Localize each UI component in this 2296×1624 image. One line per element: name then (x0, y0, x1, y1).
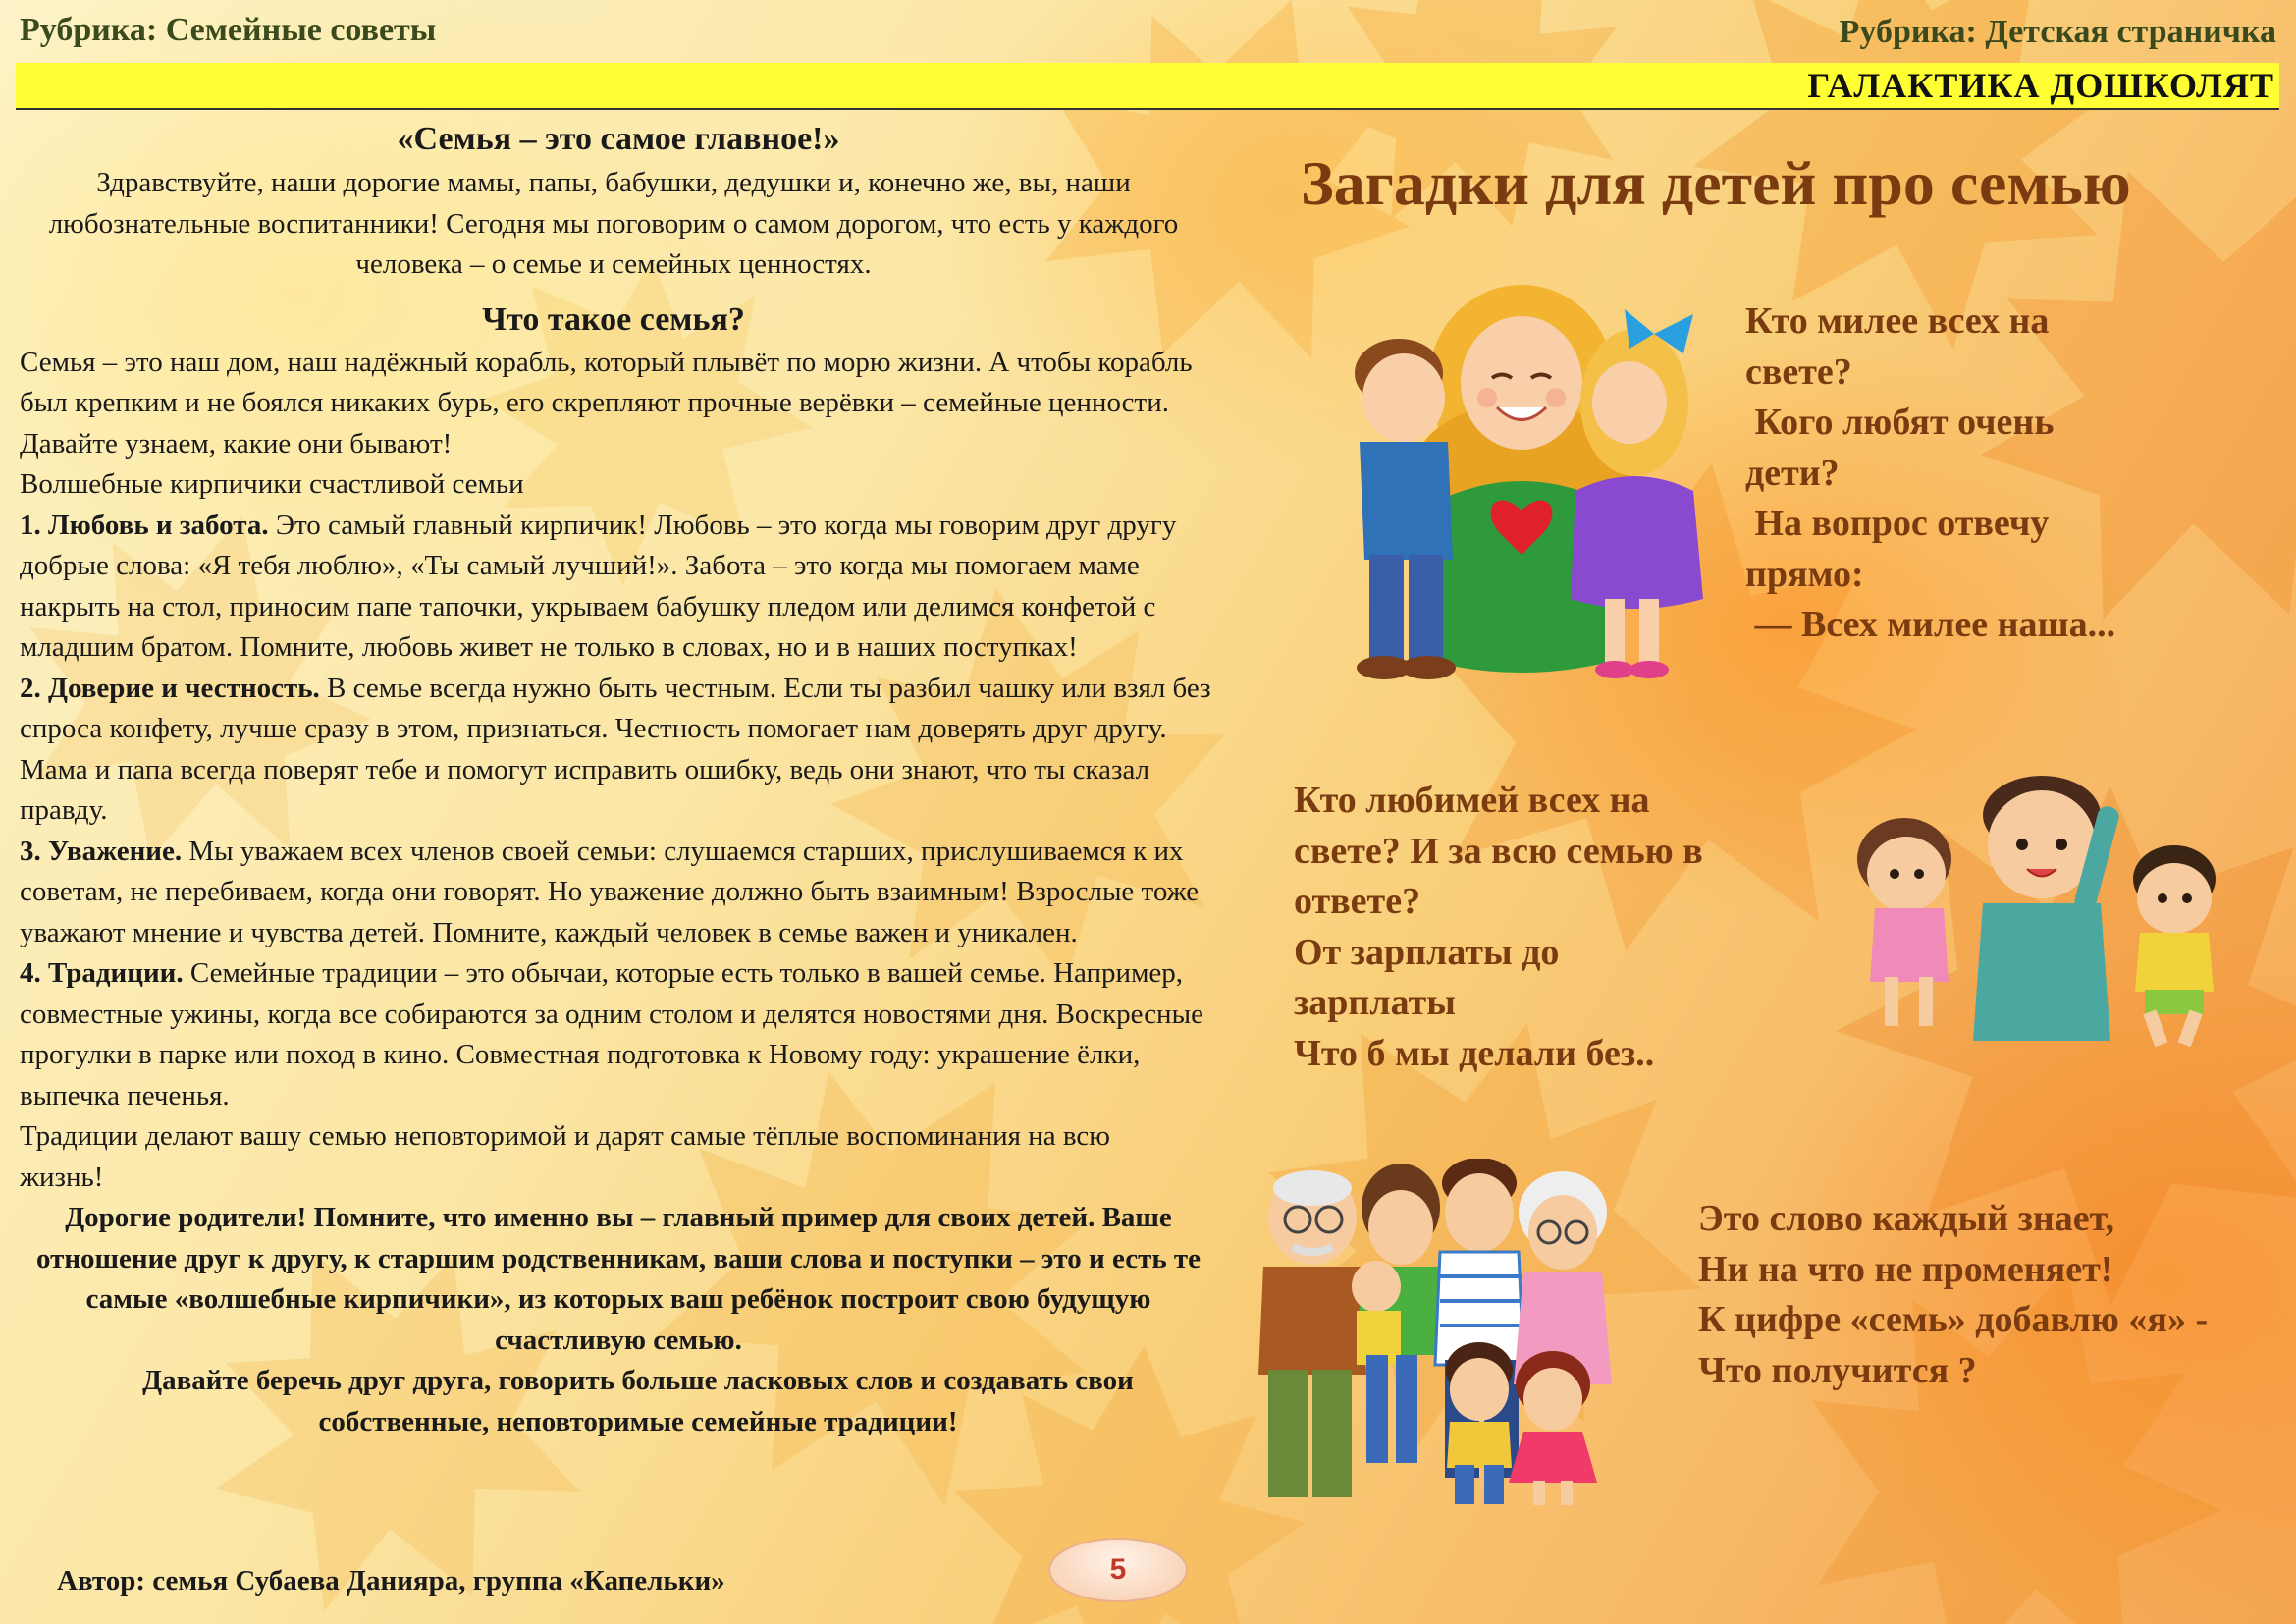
big-family-illustration (1239, 1159, 1671, 1512)
article-closing-2: Давайте беречь друг друга, говорить больше ласковых слов и создавать свои собственные, неповторимые семейные традиции! (142, 1365, 1134, 1437)
father-with-children-illustration (1836, 766, 2248, 1060)
article-list-item (20, 953, 1217, 1116)
riddle-mother: Кто милее всех на свете? Кого любят очень дети? На вопрос отвечу прямо: — Всех милее наша... (1745, 300, 2116, 645)
header-rubric-right: Рубрика: Детская страничка (1839, 14, 2276, 50)
article-list-item (20, 506, 1217, 669)
article-paragraph-1: Семья – это наш дом, наш надёжный корабль, который плывёт по морю жизни. А чтобы корабль был крепким и не боялся никаких бурь, его скрепляют прочные верёвки – семейные ценности. Давайте узнаем, какие они бывают! (20, 346, 1193, 460)
list-item-label: 2. Доверие и честность. (20, 672, 320, 704)
page-number-badge: 5 (1048, 1538, 1188, 1602)
riddle-family: Это слово каждый знает, Ни на что не променяет! К цифре «семь» добавлю «я» - Что получится ? (1698, 1198, 2209, 1391)
article-closing-1: Дорогие родители! Помните, что именно вы – главный пример для своих детей. Ваше отношение друг к другу, к старшим родственникам, ваши слова и поступки – это и есть те самые «волшебные кирпичики», из которых ваш ребёнок построит свою будущую счастливую семью. (35, 1202, 1201, 1356)
article-subtitle: Что такое семья? (482, 300, 745, 338)
article-column (20, 120, 1217, 1442)
header-banner-title: ГАЛАКТИКА ДОШКОЛЯТ (1807, 66, 2274, 105)
article-list-item (20, 832, 1217, 954)
list-item-label: 1. Любовь и забота. (20, 509, 269, 541)
list-item-text: Это самый главный кирпичик! Любовь – это когда мы говорим друг другу добрые слова: «Я тебя люблю», «Ты самый лучший!». Забота – это когда мы помогаем маме накрыть на стол, приносим папе тапочки, укрываем бабушку пледом или делимся конфетой с младшим братом. Помните, любовь живет не только в словах, но и в наших поступках! (20, 509, 1177, 663)
article-list-item (20, 669, 1217, 832)
riddle-father: Кто любимей всех на свете? И за всю семью в ответе? От зарплаты до зарплаты Что б мы делали без.. (1294, 780, 1703, 1074)
mother-with-children-illustration (1330, 275, 1703, 687)
riddles-title: Загадки для детей про семью (1301, 148, 2131, 218)
list-item-text: Мы уважаем всех членов своей семьи: слушаемся старших, прислушиваемся к их советам, не перебиваем, когда они говорят. Но уважение должно быть взаимным! Взрослые тоже уважают мнение и чувства детей. Помните, каждый человек в семье важен и уникален. (20, 835, 1200, 948)
article-paragraph-3: Традиции делают вашу семью неповторимой и дарят самые тёплые воспоминания на всю жизнь! (20, 1120, 1110, 1193)
article-paragraph-2: Волшебные кирпичики счастливой семьи (20, 468, 524, 500)
list-item-text: Семейные традиции – это обычаи, которые есть только в вашей семье. Например, совместные ужины, когда все собираются за одним столом и делятся новостями дня. Воскресные прогулки в парке или поход в кино. Совместная подготовка к Новому году: украшение ёлки, выпечка печенья. (20, 957, 1203, 1111)
list-item-label: 4. Традиции. (20, 957, 184, 989)
article-author: Автор: семья Субаева Данияра, группа «Капельки» (57, 1565, 725, 1597)
list-item-text: В семье всегда нужно быть честным. Если ты разбил чашку или взял без спроса конфету, лучше сразу в этом, признаться. Честность помогает нам доверять друг другу. Мама и папа всегда поверят тебе и помогут исправить ошибку, ведь они знают, что ты сказал правду. (20, 672, 1211, 826)
article-intro: Здравствуйте, наши дорогие мамы, папы, бабушки, дедушки и, конечно же, вы, наши любознательные воспитанники! Сегодня мы поговорим о самом дорогом, что есть у каждого человека – о семье и семейных ценностях. (48, 167, 1179, 280)
article-title: «Семья – это самое главное!» (397, 121, 840, 157)
header-rubric-left: Рубрика: Семейные советы (20, 12, 437, 48)
list-item-label: 3. Уважение. (20, 835, 183, 867)
